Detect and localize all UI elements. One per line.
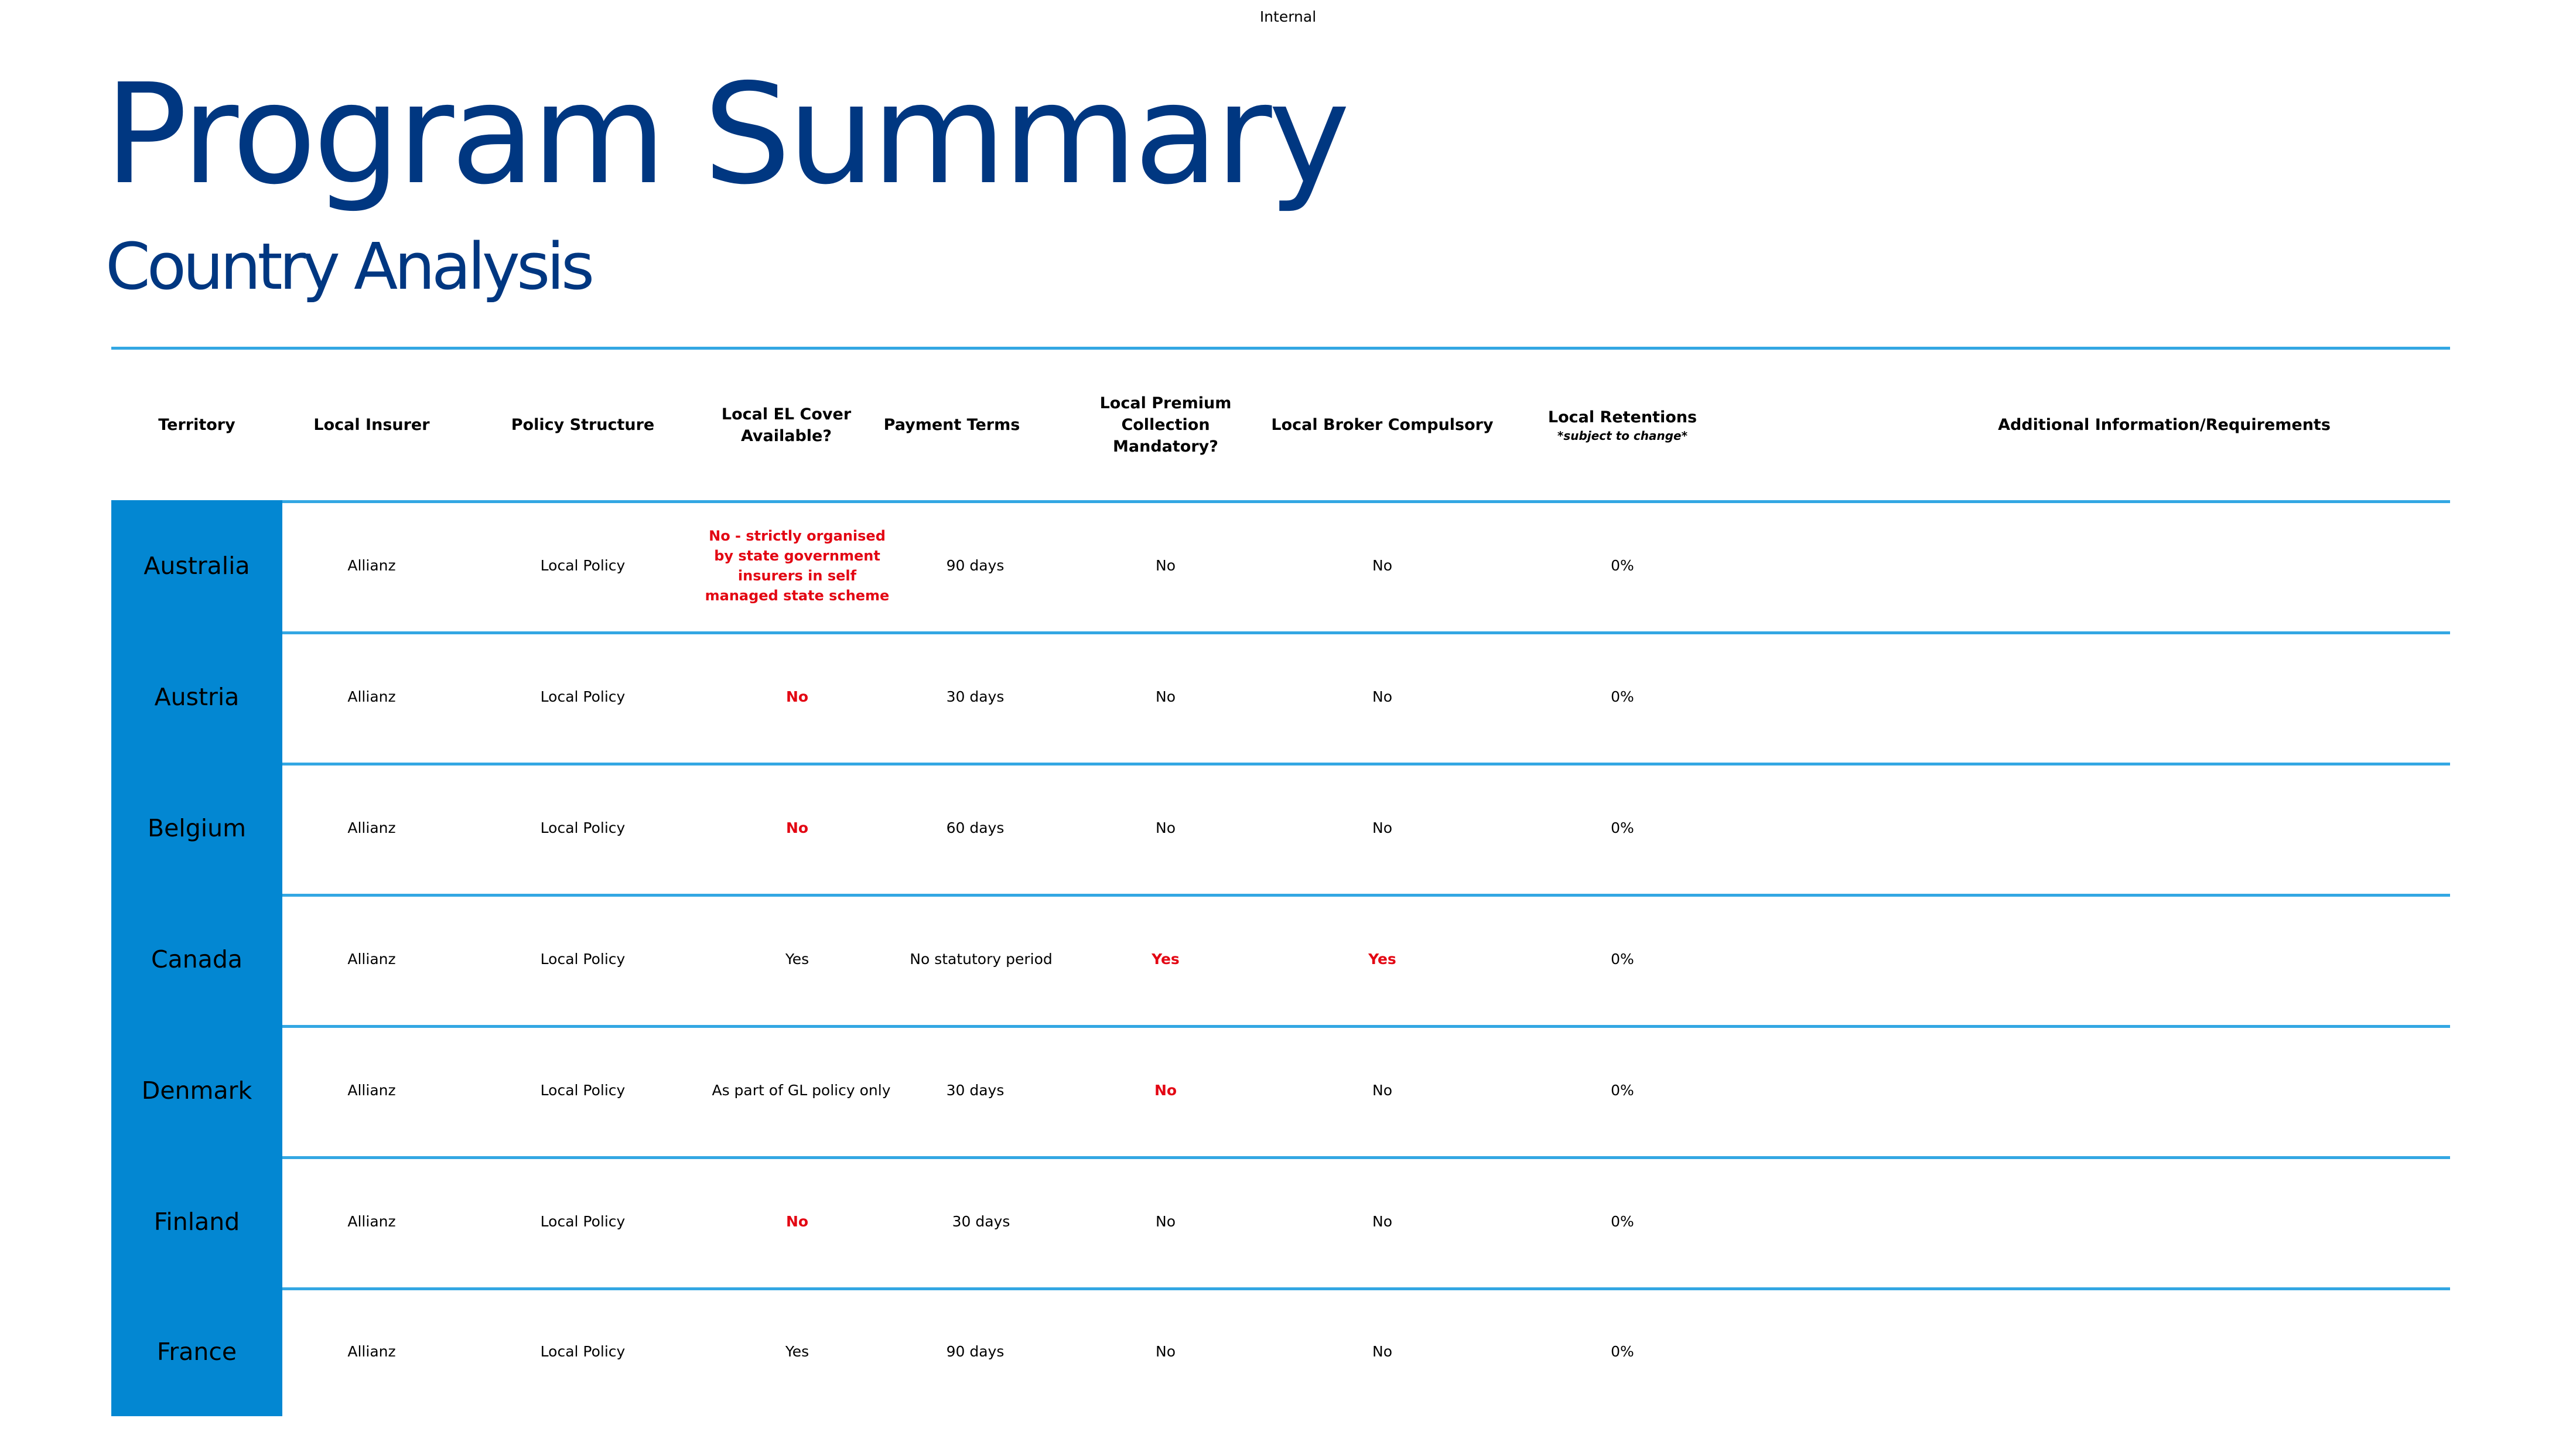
- payment-terms-cell: 90 days: [946, 557, 1005, 574]
- local-el-cover-cell: No - strictly organised by state government insurers in self managed state scheme: [705, 528, 890, 604]
- classification-label: Internal: [1259, 8, 1317, 25]
- payment-terms-cell: 30 days: [946, 688, 1005, 705]
- local-insurer-cell: Allianz: [347, 1082, 396, 1099]
- premium-collection-cell: No: [1156, 819, 1176, 836]
- header-territory: [111, 350, 282, 500]
- payment-terms-cell: No statutory period: [910, 951, 1053, 968]
- page-subtitle: Country Analysis: [105, 229, 592, 304]
- premium-collection-cell: Yes: [1152, 951, 1180, 968]
- header-policy-structure: [461, 350, 705, 500]
- header-broker-compulsory: [1259, 350, 1505, 500]
- header-additional-info: [1786, 350, 2542, 500]
- header-local-insurer-label: Local Insurer: [313, 416, 430, 434]
- local-insurer-cell: Allianz: [347, 557, 396, 574]
- broker-compulsory-cell: No: [1372, 1213, 1392, 1230]
- page-title: Program Summary: [104, 54, 1347, 215]
- local-retentions-cell: 0%: [1611, 557, 1634, 574]
- territory-cell: Australia: [111, 500, 282, 631]
- broker-compulsory-cell: No: [1372, 819, 1392, 836]
- territory-cell: Denmark: [111, 1025, 282, 1156]
- territory-cell: Belgium: [111, 763, 282, 894]
- local-insurer-cell: Allianz: [347, 1213, 396, 1230]
- local-el-cover-cell: No: [785, 1213, 809, 1230]
- table-row: [111, 894, 2450, 1025]
- broker-compulsory-cell: No: [1372, 1082, 1392, 1099]
- table-row: [111, 1156, 2450, 1287]
- policy-structure-cell: Local Policy: [540, 819, 626, 836]
- payment-terms-cell: 90 days: [946, 1343, 1005, 1360]
- broker-compulsory-cell: No: [1372, 688, 1392, 705]
- local-retentions-cell: 0%: [1611, 1082, 1634, 1099]
- header-payment-terms-label: Payment Terms: [883, 416, 1020, 434]
- table-header: [111, 350, 2450, 500]
- local-el-cover-cell: No: [785, 688, 809, 705]
- header-local-retentions-note: *subject to change*: [1557, 429, 1688, 443]
- additional-info-cell: [1786, 500, 2542, 631]
- local-el-cover-cell: Yes: [785, 951, 809, 968]
- payment-terms-cell: 30 days: [952, 1213, 1010, 1230]
- territory-cell: Austria: [111, 631, 282, 763]
- header-premium-collection-label: Local Premium Collection Mandatory?: [1099, 394, 1232, 456]
- policy-structure-cell: Local Policy: [540, 951, 626, 968]
- local-retentions-cell: 0%: [1611, 951, 1634, 968]
- territory-cell: France: [111, 1287, 282, 1416]
- additional-info-cell: [1786, 1025, 2542, 1156]
- local-retentions-cell: 0%: [1611, 1213, 1634, 1230]
- premium-collection-cell: No: [1156, 1343, 1176, 1360]
- additional-info-cell: [1786, 763, 2542, 894]
- header-policy-structure-label: Policy Structure: [511, 416, 655, 434]
- broker-compulsory-cell: No: [1372, 557, 1392, 574]
- header-local-insurer: [282, 350, 461, 500]
- additional-info-cell: [1786, 631, 2542, 763]
- header-local-retentions: [1535, 350, 1710, 500]
- policy-structure-cell: Local Policy: [540, 1082, 626, 1099]
- local-el-cover-cell: As part of GL policy only: [712, 1082, 891, 1099]
- table-row: [111, 763, 2450, 894]
- policy-structure-cell: Local Policy: [540, 557, 626, 574]
- table-row: [111, 500, 2450, 631]
- premium-collection-cell: No: [1156, 1213, 1176, 1230]
- header-territory-label: Territory: [158, 416, 235, 434]
- local-el-cover-cell: No: [785, 819, 809, 836]
- local-retentions-cell: 0%: [1611, 688, 1634, 705]
- territory-cell: Finland: [111, 1156, 282, 1287]
- header-additional-info-label: Additional Information/Requirements: [1998, 416, 2331, 434]
- territory-cell: Canada: [111, 894, 282, 1025]
- table-row: [111, 1025, 2450, 1156]
- header-local-retentions-label: Local Retentions: [1547, 408, 1697, 426]
- local-insurer-cell: Allianz: [347, 688, 396, 705]
- payment-terms-cell: 60 days: [946, 819, 1005, 836]
- header-local-el-cover-label: Local EL Cover Available?: [721, 405, 852, 445]
- header-broker-compulsory-label: Local Broker Compulsory: [1271, 416, 1494, 434]
- local-el-cover-cell: Yes: [785, 1343, 809, 1360]
- policy-structure-cell: Local Policy: [540, 688, 626, 705]
- broker-compulsory-cell: Yes: [1368, 951, 1396, 968]
- local-insurer-cell: Allianz: [347, 1343, 396, 1360]
- additional-info-cell: [1786, 894, 2542, 1025]
- header-premium-collection: [1095, 350, 1236, 500]
- table-row: [111, 631, 2450, 763]
- header-payment-terms: [873, 350, 1031, 500]
- additional-info-cell: [1786, 1287, 2542, 1416]
- local-retentions-cell: 0%: [1611, 1343, 1634, 1360]
- table-row: [111, 1287, 2450, 1416]
- local-retentions-cell: 0%: [1611, 819, 1634, 836]
- premium-collection-cell: No: [1154, 1082, 1177, 1099]
- additional-info-cell: [1786, 1156, 2542, 1287]
- payment-terms-cell: 30 days: [946, 1082, 1005, 1099]
- policy-structure-cell: Local Policy: [540, 1343, 626, 1360]
- policy-structure-cell: Local Policy: [540, 1213, 626, 1230]
- premium-collection-cell: No: [1156, 688, 1176, 705]
- header-local-el-cover: [715, 350, 858, 500]
- local-insurer-cell: Allianz: [347, 819, 396, 836]
- premium-collection-cell: No: [1156, 557, 1176, 574]
- broker-compulsory-cell: No: [1372, 1343, 1392, 1360]
- local-insurer-cell: Allianz: [347, 951, 396, 968]
